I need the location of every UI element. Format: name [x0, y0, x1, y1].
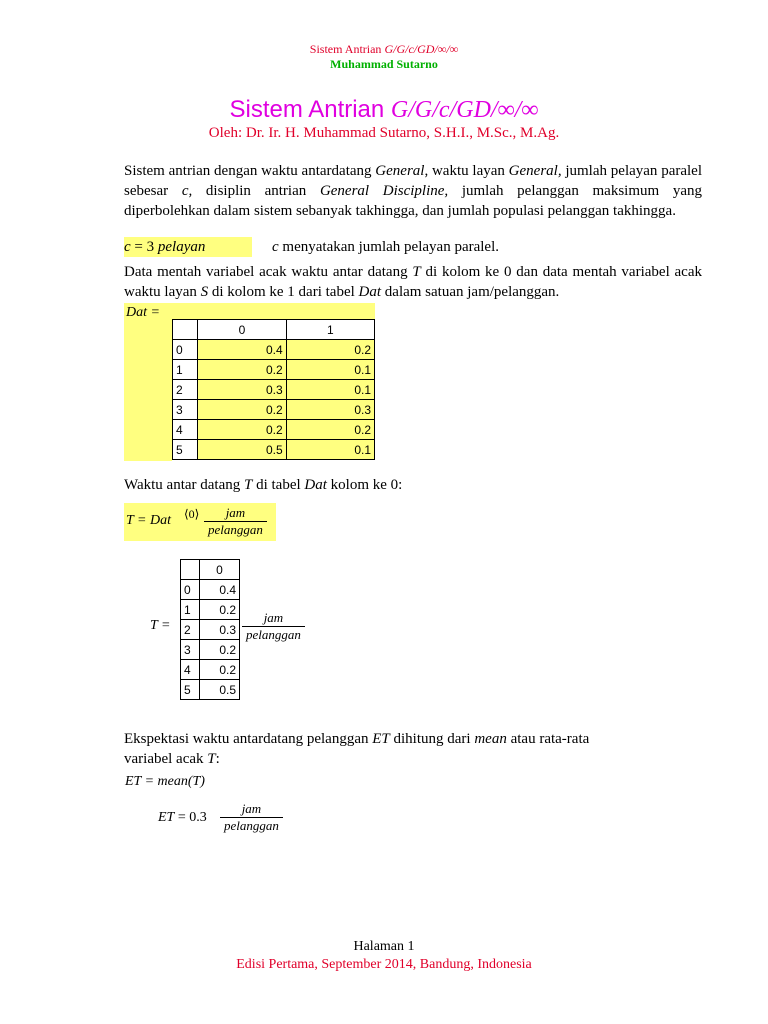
running-header	[0, 42, 768, 57]
table-row: 1 0.2 0.1	[173, 360, 375, 380]
title-notation: G/G/c/GD/∞/∞	[390, 97, 539, 123]
table-row: 0 0.4	[181, 580, 240, 600]
dat-highlight-top	[172, 303, 375, 319]
table-row: 2 0.3	[181, 620, 240, 640]
page-number: Halaman 1	[353, 939, 415, 954]
intro-paragraph: Sistem antrian dengan waktu antardatang General, waktu layan General, jumlah pelayan paralel sebesar c, disiplin antrian General Discipline, jumlah pelanggan maksimum yang diperbolehkan dalam sistem sebanyak takhingga, dan jumlah populasi pelanggan takhingga.	[124, 163, 703, 219]
page-title	[0, 96, 768, 124]
table-row: 0 0.4 0.2	[173, 340, 375, 360]
c-comment: c menyatakan jumlah pelayan paralel.	[272, 239, 499, 255]
edition-line: Edisi Pertama, September 2014, Bandung, Indonesia	[236, 957, 532, 972]
table-row: 1 0.2	[181, 600, 240, 620]
dat-table	[172, 319, 375, 460]
table-row: 4 0.2 0.2	[173, 420, 375, 440]
header-author: Muhammad Sutarno	[330, 57, 438, 71]
et-result: ET = 0.3	[158, 810, 207, 825]
byline: Oleh: Dr. Ir. H. Muhammad Sutarno, S.H.I., M.Sc., M.Ag.	[208, 125, 560, 141]
header-title: Sistem Antrian	[309, 42, 385, 56]
c-definition: c = 3 pelayan	[124, 237, 252, 257]
et-description: Ekspektasi waktu antardatang pelanggan ET dihitung dari mean atau rata-rata variabel acak T:	[124, 731, 590, 767]
table-row: 2 0.3 0.1	[173, 380, 375, 400]
t-col-header: 0	[200, 560, 240, 580]
header-notation: G/G/c/GD/∞/∞	[384, 42, 459, 56]
table-row: 3 0.2	[181, 640, 240, 660]
table-row: 5 0.5	[181, 680, 240, 700]
dat-highlight	[124, 303, 172, 461]
dat-col-header: 1	[286, 320, 374, 340]
t-description: Waktu antar datang T di tabel Dat kolom ke 0:	[124, 477, 403, 493]
data-description: Data mentah variabel acak waktu antar datang T di kolom ke 0 dan data mentah variabel acak waktu layan S di kolom ke 1 dari tabel Dat dalam satuan jam/pelanggan.	[124, 264, 702, 300]
title-text: Sistem Antrian	[229, 96, 391, 123]
t-unit: jam pelanggan	[242, 610, 305, 643]
table-row: 4 0.2	[181, 660, 240, 680]
dat-col-header: 0	[198, 320, 286, 340]
table-row: 5 0.5 0.1	[173, 440, 375, 460]
t-table	[180, 559, 240, 700]
dat-label: Dat =	[126, 305, 160, 320]
t-label: T =	[150, 618, 171, 633]
et-definition: ET = mean(T)	[125, 774, 205, 789]
table-row: 3 0.2 0.3	[173, 400, 375, 420]
t-definition: T = Dat ⟨0⟩ jam pelanggan	[124, 503, 276, 541]
et-unit: jam pelanggan	[220, 801, 283, 834]
